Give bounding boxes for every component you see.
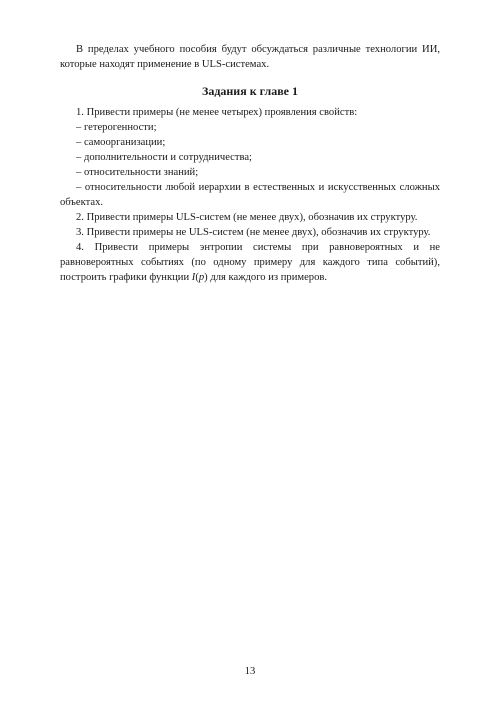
task-4-function-name: I	[191, 272, 196, 283]
task-1: 1. Привести примеры (не менее четырех) проявления свойств:	[76, 107, 358, 118]
task-4-open-paren: (	[195, 272, 199, 283]
task-3: 3. Привести примеры не ULS-систем (не менее двух), обозначив их структуру.	[76, 227, 431, 238]
task-4-function-arg: p	[198, 272, 205, 283]
page-number: 13	[244, 666, 256, 677]
task-list	[60, 105, 440, 285]
task-1-item-4: – относительности знаний;	[76, 167, 199, 178]
task-1-item-2: – самоорганизации;	[76, 137, 166, 148]
task-2: 2. Привести примеры ULS-систем (не менее двух), обозначив их структуру.	[76, 212, 418, 223]
section-title: Задания к главе 1	[201, 84, 299, 98]
task-1-item-5: – относительности любой иерархии в естественных и искусственных сложных объектах.	[60, 182, 440, 208]
task-4	[60, 240, 440, 285]
task-1-item-1: – гетерогенности;	[76, 122, 157, 133]
page-body	[60, 42, 440, 285]
intro-paragraph: В пределах учебного пособия будут обсуждаться различные технологии ИИ, которые находят применение в ULS-системах.	[60, 44, 440, 70]
task-1-item-3: – дополнительности и сотрудничества;	[76, 152, 252, 163]
task-4-text-after: ) для каждого из примеров.	[204, 272, 328, 283]
task-4-text-before: 4. Привести примеры энтропии системы при равновероятных и не равновероятных событиях (по одному примеру для каждого типа событий), построить графики функции	[60, 242, 440, 283]
